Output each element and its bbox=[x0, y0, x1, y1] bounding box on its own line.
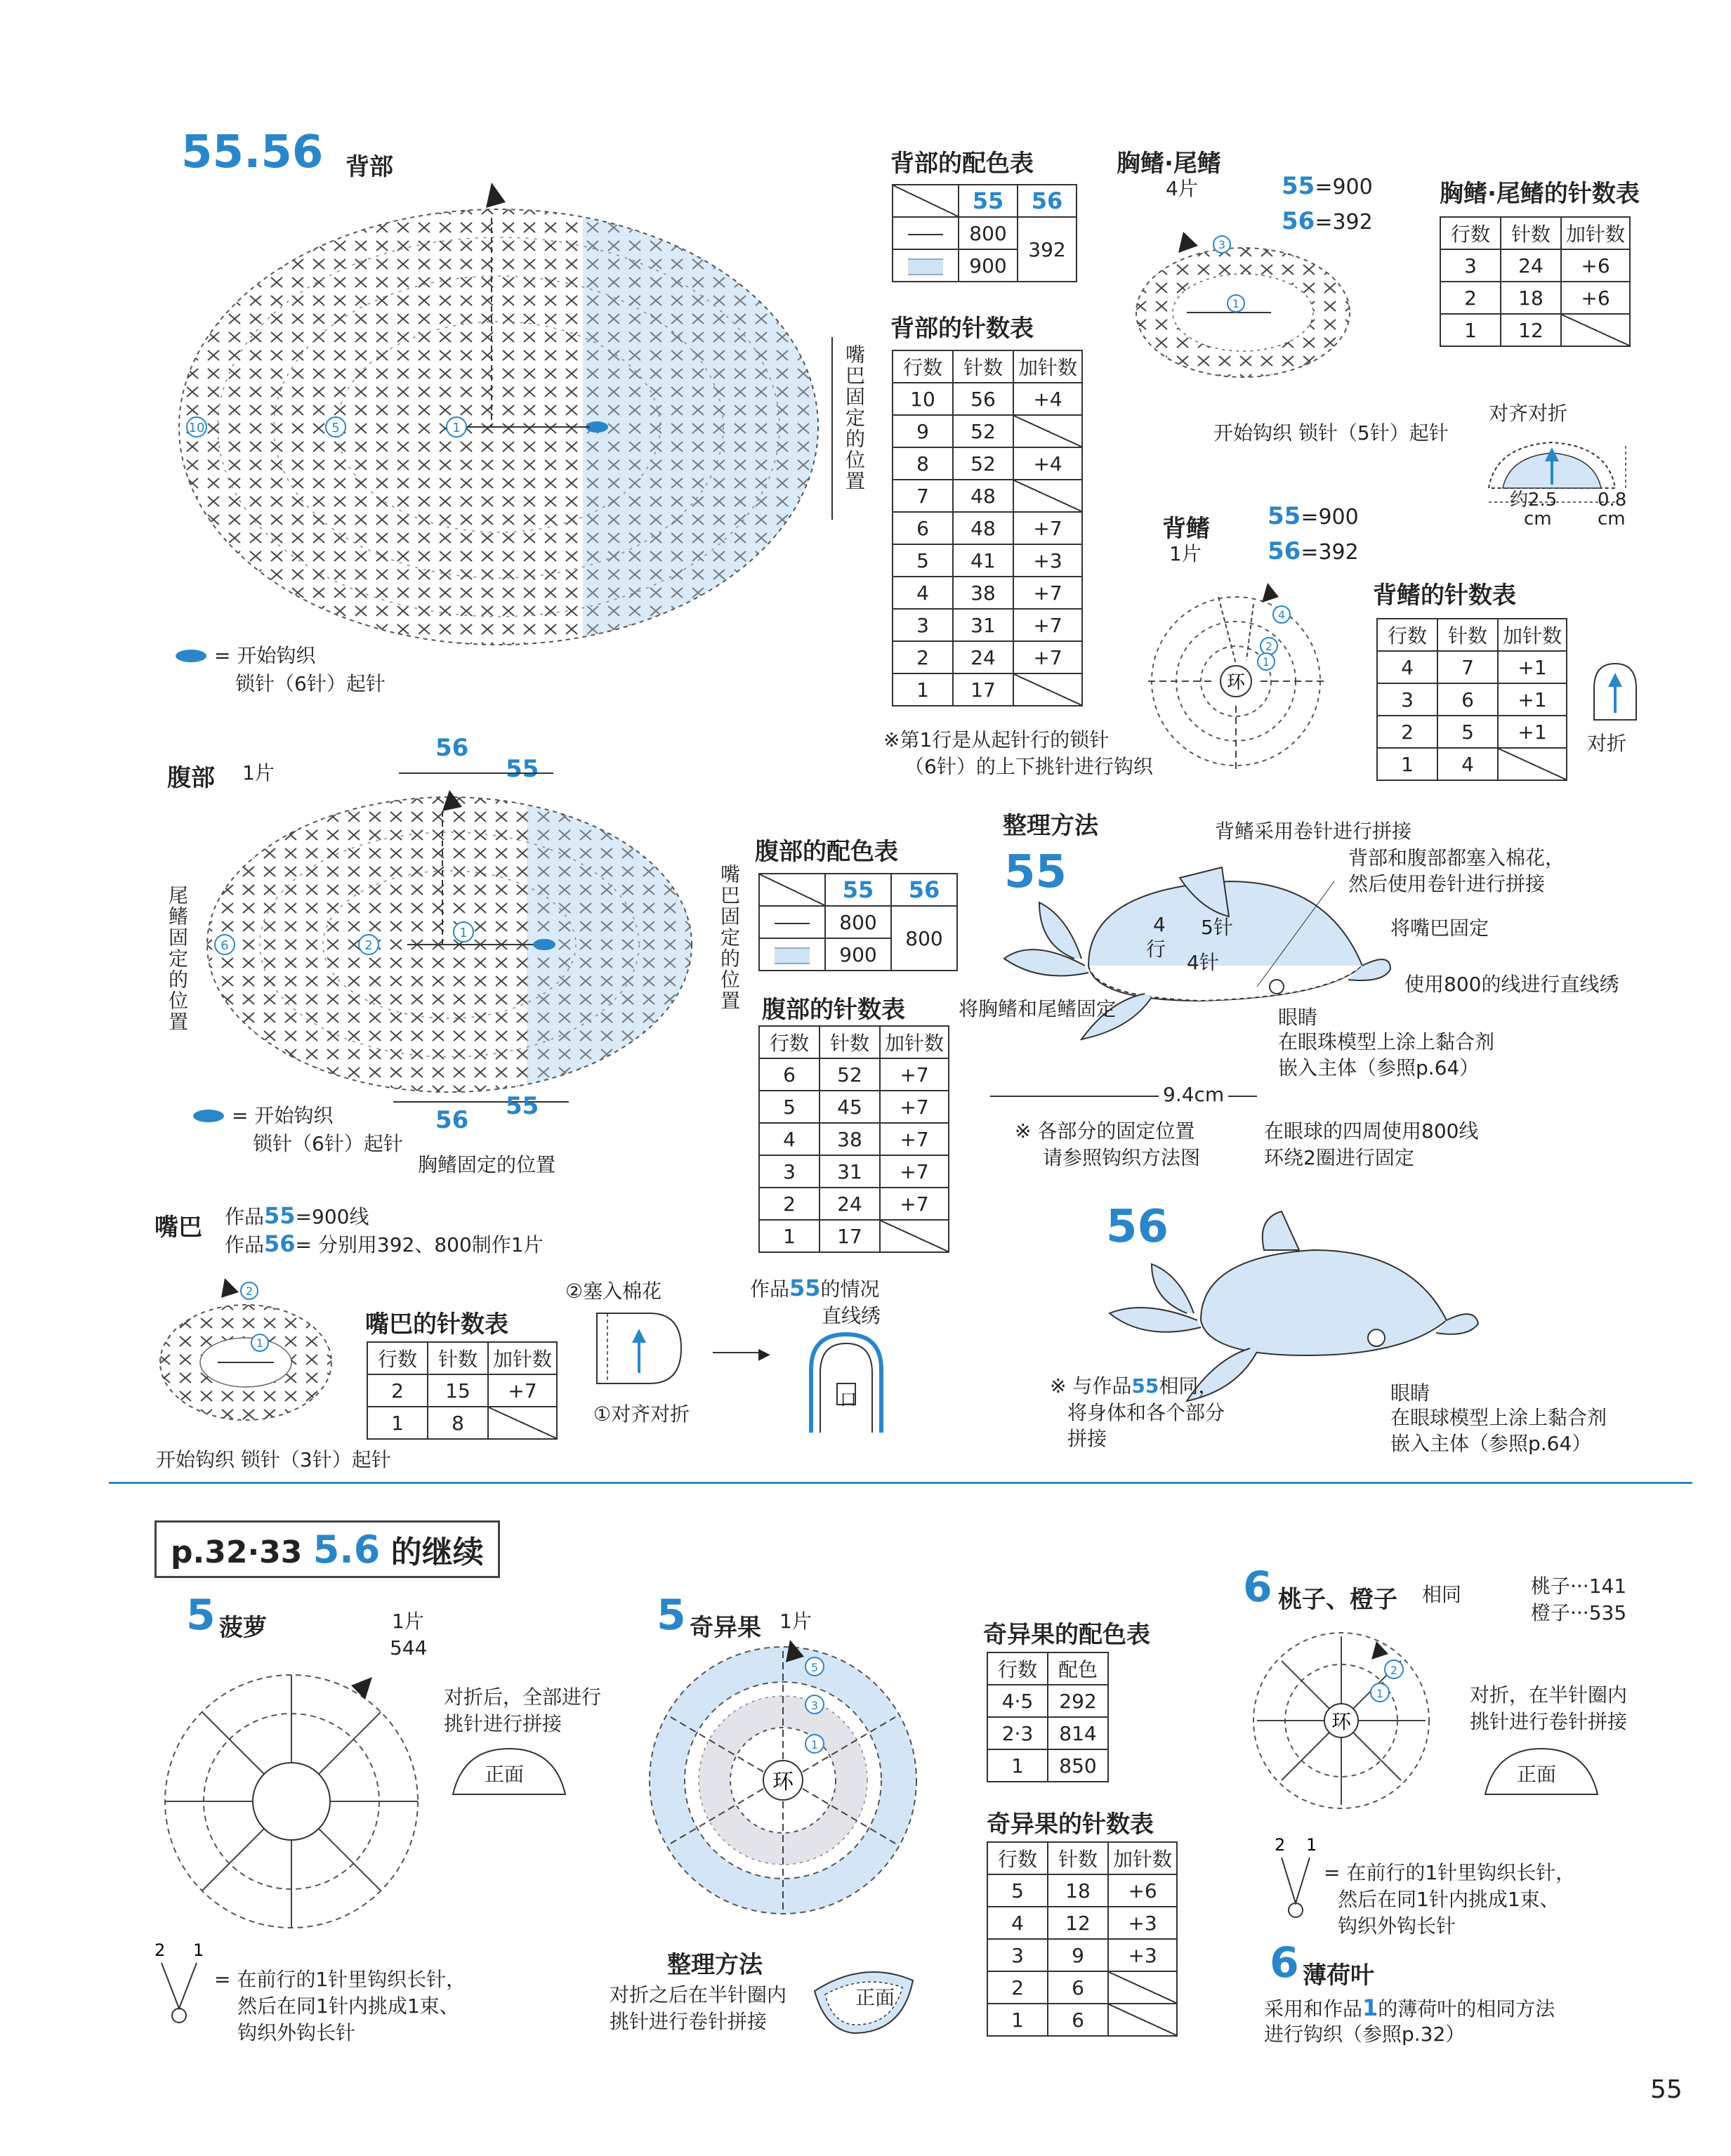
svg-text:1: 1 bbox=[1376, 1687, 1384, 1700]
table-row: 2 15 +7 bbox=[367, 1374, 557, 1407]
mouth-case: 作品55的情况 bbox=[750, 1275, 880, 1301]
mouth-stuff: ②塞入棉花 bbox=[565, 1280, 662, 1303]
assembly-note-stuff: 背部和腹部都塞入棉花， bbox=[1348, 846, 1565, 869]
assembly-56-note: ※ 与作品55相同， bbox=[1050, 1374, 1218, 1398]
table-row: 4·5 292 bbox=[987, 1685, 1108, 1717]
start-marker-icon bbox=[176, 650, 206, 662]
bracket bbox=[399, 773, 553, 774]
table-row: 3 31 +7 bbox=[759, 1155, 949, 1188]
assembly-note-dorsal: 背鳍采用卷针进行拼接 bbox=[1215, 820, 1412, 843]
pectoral-fold: 对齐对折 bbox=[1489, 402, 1568, 425]
belly-color-table: 55 56 800 800 900 bbox=[758, 873, 958, 971]
table-row: 1 850 bbox=[987, 1749, 1108, 1782]
svg-text:2: 2 bbox=[364, 938, 373, 953]
svg-text:5: 5 bbox=[810, 1661, 819, 1674]
dorsal-color-56: 56 bbox=[1268, 537, 1301, 565]
kiwi-assembly-1: 对折之后在半针圈内 bbox=[610, 1983, 787, 2006]
back-heading: 背部 bbox=[345, 153, 393, 181]
kiwi-assembly: 整理方法 bbox=[667, 1951, 763, 1979]
mouth-line-2: 作品56= 分别用392、800制作1片 bbox=[225, 1230, 544, 1257]
mint-name: 薄荷叶 bbox=[1303, 1961, 1374, 1990]
peach-legend: = 在前行的1针里钩织长针， bbox=[1324, 1861, 1576, 1884]
pectoral-count-table: 行数 针数 加针数 3 24 +6 2 18 +6 1 12 bbox=[1440, 216, 1631, 347]
mouth-finished-icon bbox=[808, 1331, 885, 1436]
table-row: 6 48 +7 bbox=[893, 512, 1082, 544]
svg-text:5: 5 bbox=[331, 421, 340, 435]
assembly-note-pos-2: 请参照钩织方法图 bbox=[1043, 1146, 1201, 1169]
belly-fix-pectoral: 胸鳍固定的位置 bbox=[418, 1153, 556, 1176]
peach-color-2: 橙子···535 bbox=[1531, 1601, 1627, 1624]
assembly-note-mouth: 将嘴巴固定 bbox=[1390, 916, 1489, 940]
svg-text:2: 2 bbox=[1265, 640, 1273, 653]
table-row: 3 9 +3 bbox=[987, 1939, 1177, 1971]
svg-text:1: 1 bbox=[459, 926, 468, 940]
svg-text:1: 1 bbox=[1306, 1835, 1317, 1855]
assembly-55: 55 bbox=[1004, 846, 1067, 898]
assembly-note-eye-fix-2: 环绕2圈进行固定 bbox=[1264, 1146, 1414, 1169]
pectoral-color-56: 56 bbox=[1282, 207, 1315, 235]
table-row: 4 38 +7 bbox=[759, 1123, 949, 1155]
dorsal-ring-label: 环 bbox=[1226, 672, 1246, 693]
belly-count: 1片 bbox=[242, 761, 275, 784]
belly-legend: = 开始钩织 bbox=[232, 1104, 334, 1127]
svg-text:1: 1 bbox=[256, 1336, 264, 1350]
fin-dim1: 约2.5 bbox=[1510, 489, 1558, 511]
table-row: 1 12 bbox=[1440, 314, 1630, 346]
mouth-char: 口 bbox=[840, 1390, 857, 1409]
belly-fix-mouth: 嘴巴固定的位置 bbox=[718, 864, 741, 1011]
back-count-table: 行数 针数 加针数 10 56 +4 9 52 8 52 +4 7 48 6 48 +7 5 41 +3 4 38 +7 3 31 +7 2 24 +7 1 17 bbox=[892, 350, 1083, 706]
svg-text:3: 3 bbox=[1218, 238, 1226, 251]
table-row: 2 5 +1 bbox=[1377, 716, 1567, 748]
divider bbox=[109, 1482, 1692, 1484]
pectoral-count: 4片 bbox=[1166, 177, 1198, 200]
pineapple-legend-3: 钩织外钩长针 bbox=[237, 2021, 356, 2044]
peach-name: 桃子、橙子 bbox=[1278, 1586, 1397, 1614]
peach-fold-2: 挑针进行卷针拼接 bbox=[1470, 1710, 1628, 1733]
back-color-table: 55 56 800 392 900 bbox=[892, 184, 1077, 282]
kiwi-count: 1片 bbox=[779, 1610, 812, 1633]
assembly-st4: 4针 bbox=[1187, 951, 1219, 974]
dorsal-count-title: 背鳍的针数表 bbox=[1373, 581, 1516, 610]
bracket bbox=[393, 1101, 569, 1103]
dorsal-count-table: 行数 针数 加针数 4 7 +1 3 6 +1 2 5 +1 1 4 bbox=[1376, 618, 1567, 781]
peach-legend-2: 然后在同1针内挑成1束、 bbox=[1338, 1888, 1560, 1911]
pectoral-color-55-value: =900 bbox=[1315, 175, 1373, 199]
mouth-count-table: 行数 针数 加针数 2 15 +7 1 8 bbox=[367, 1341, 558, 1440]
table-row: 2 24 +7 bbox=[893, 641, 1082, 673]
page-number: 55 bbox=[1650, 2075, 1683, 2104]
dorsal-fold: 对折 bbox=[1587, 732, 1627, 755]
arrow-icon bbox=[713, 1352, 762, 1353]
pectoral-start: 开始钩织 锁针（5针）起针 bbox=[1213, 421, 1449, 445]
svg-text:1: 1 bbox=[810, 1738, 819, 1751]
belly-fix-tail: 尾鳍固定的位置 bbox=[166, 885, 189, 1032]
svg-text:10: 10 bbox=[188, 421, 205, 435]
pineapple-color: 544 bbox=[390, 1636, 428, 1659]
assembly-note-embroider: 使用800的线进行直线绣 bbox=[1404, 973, 1619, 996]
peach-legend-3: 钩织外钩长针 bbox=[1338, 1914, 1456, 1938]
belly-chart bbox=[197, 790, 702, 1099]
svg-text:6: 6 bbox=[221, 938, 229, 953]
table-row: 6 52 +7 bbox=[759, 1058, 949, 1091]
mouth-chart bbox=[154, 1278, 337, 1433]
pineapple-legend: = 在前行的1针里钩织长针， bbox=[214, 1968, 466, 1991]
start-marker-icon bbox=[193, 1110, 224, 1122]
kiwi-assembly-2: 挑针进行卷针拼接 bbox=[610, 2010, 768, 2033]
table-row: 3 31 +7 bbox=[893, 609, 1082, 641]
section-number: 55.56 bbox=[181, 126, 324, 178]
assembly-note-eye-2: 在眼珠模型上涂上黏合剂 bbox=[1278, 1030, 1495, 1053]
table-row: 2 24 +7 bbox=[759, 1188, 949, 1220]
table-row: 3 24 +6 bbox=[1440, 249, 1630, 282]
assembly-56-eye-2: 在眼球模型上涂上黏合剂 bbox=[1390, 1406, 1607, 1429]
back-note: ※第1行是从起针行的锁针 bbox=[883, 728, 1110, 751]
mouth-count-title: 嘴巴的针数表 bbox=[365, 1310, 508, 1339]
table-row: 1 8 bbox=[367, 1407, 557, 1439]
mouth-start: 开始钩织 锁针（3针）起针 bbox=[156, 1448, 391, 1471]
pectoral-color-56-value: =392 bbox=[1315, 210, 1373, 235]
table-row: 8 52 +4 bbox=[893, 447, 1082, 480]
assembly-note-fins: 将胸鳍和尾鳍固定 bbox=[959, 997, 1117, 1020]
assembly-56: 56 bbox=[1106, 1201, 1169, 1253]
table-row: 1 17 bbox=[893, 673, 1082, 706]
pineapple-count: 1片 bbox=[392, 1610, 424, 1633]
assembly-note-stuff-2: 然后使用卷针进行拼接 bbox=[1348, 872, 1546, 895]
table-row: 7 48 bbox=[893, 480, 1082, 512]
assembly-56-eye: 眼睛 bbox=[1390, 1381, 1430, 1405]
belly-count-table: 行数 针数 加针数 6 52 +7 5 45 +7 4 38 +7 3 31 +7 2 24 +7 1 17 bbox=[758, 1025, 949, 1253]
table-row: 5 41 +3 bbox=[893, 544, 1082, 577]
table-row: 1 4 bbox=[1377, 748, 1567, 780]
assembly-note-eye-3: 嵌入主体（参照p.64） bbox=[1278, 1056, 1480, 1079]
fin-dim2: 0.8 bbox=[1598, 489, 1627, 511]
svg-text:1: 1 bbox=[193, 1940, 204, 1960]
kiwi-count-title: 奇异果的针数表 bbox=[987, 1810, 1154, 1839]
belly-color-title: 腹部的配色表 bbox=[755, 838, 898, 866]
table-row: 5 45 +7 bbox=[759, 1091, 949, 1123]
belly-label-56-top: 56 bbox=[435, 734, 469, 762]
pectoral-count-title: 胸鳍·尾鳍的针数表 bbox=[1440, 180, 1640, 208]
assembly-st5: 5针 bbox=[1201, 916, 1233, 939]
assembly-rows: 4 bbox=[1153, 913, 1166, 936]
dorsal-heading: 背鳍 bbox=[1162, 515, 1210, 543]
kiwi-name: 奇异果 bbox=[690, 1614, 761, 1642]
svg-text:2: 2 bbox=[1390, 1664, 1398, 1677]
svg-text:2: 2 bbox=[1275, 1835, 1286, 1855]
dorsal-count: 1片 bbox=[1169, 542, 1202, 565]
dorsal-fold-icon bbox=[1591, 660, 1640, 723]
back-color-title: 背部的配色表 bbox=[890, 150, 1034, 178]
arrow-head-icon: ▶ bbox=[758, 1346, 770, 1363]
svg-text:4: 4 bbox=[1277, 608, 1286, 622]
table-row: 1 17 bbox=[759, 1220, 949, 1252]
kiwi-chart bbox=[643, 1640, 923, 1921]
table-row: 3 6 +1 bbox=[1377, 683, 1567, 716]
pineapple-fold-2: 挑针进行拼接 bbox=[444, 1712, 562, 1735]
assembly-note-eye: 眼睛 bbox=[1278, 1006, 1318, 1029]
kiwi-ring-label: 环 bbox=[772, 1770, 794, 1794]
back-count-title: 背部的针数表 bbox=[890, 315, 1034, 343]
assembly-56-note-3: 拼接 bbox=[1067, 1427, 1107, 1450]
dorsal-color-55: 55 bbox=[1268, 502, 1301, 530]
mint-text-2: 进行钩织（参照p.32） bbox=[1264, 2023, 1466, 2046]
belly-label-55-bottom: 55 bbox=[506, 1092, 539, 1120]
svg-text:1: 1 bbox=[452, 421, 461, 435]
mouth-stitch: 直线绣 bbox=[822, 1304, 881, 1327]
assembly-rows-unit: 行 bbox=[1146, 938, 1166, 961]
assembly-56-eye-3: 嵌入主体（参照p.64） bbox=[1390, 1432, 1592, 1455]
back-chart bbox=[162, 183, 836, 646]
mouth-line-1: 作品55=900线 bbox=[225, 1202, 369, 1229]
back-note-2: （6针）的上下挑针进行钩织 bbox=[904, 755, 1153, 778]
mint-num: 6 bbox=[1270, 1938, 1299, 1987]
belly-count-title: 腹部的针数表 bbox=[762, 996, 905, 1024]
pineapple-legend-2: 然后在同1针内挑成1束、 bbox=[237, 1994, 459, 2018]
dorsal-color-56-value: =392 bbox=[1301, 540, 1359, 565]
kiwi-count-table: 行数 针数 加针数 5 18 +6 4 12 +3 3 9 +3 2 6 1 6 bbox=[987, 1841, 1178, 2037]
fin-dim2-unit: cm bbox=[1598, 508, 1626, 530]
kiwi-face: 正面 bbox=[855, 1986, 895, 2009]
dorsal-color-55-value: =900 bbox=[1301, 505, 1359, 530]
table-row: 2 18 +6 bbox=[1440, 282, 1630, 314]
treble-symbol-icon bbox=[151, 1938, 207, 2030]
peach-fold: 对折，在半针圈内 bbox=[1470, 1683, 1628, 1707]
peach-num: 6 bbox=[1243, 1563, 1272, 1612]
table-row: 5 18 +6 bbox=[987, 1874, 1177, 1907]
svg-text:2: 2 bbox=[245, 1284, 254, 1298]
pineapple-chart bbox=[154, 1664, 428, 1938]
assembly-length: 9.4cm bbox=[1159, 1082, 1228, 1108]
peach-treble-symbol-icon bbox=[1271, 1833, 1327, 1924]
assembly-note-pos: ※ 各部分的固定位置 bbox=[1015, 1119, 1195, 1143]
belly-legend-2: 锁针（6针）起针 bbox=[253, 1132, 403, 1155]
fin-dim1-unit: cm bbox=[1524, 508, 1552, 530]
table-row: 1 6 bbox=[987, 2004, 1177, 2036]
pectoral-color-55: 55 bbox=[1282, 172, 1315, 200]
peach-ring-label: 环 bbox=[1331, 1710, 1352, 1733]
svg-text:2: 2 bbox=[154, 1940, 166, 1960]
mint-text: 采用和作品1的薄荷叶的相同方法 bbox=[1264, 1994, 1555, 2021]
assembly-heading: 整理方法 bbox=[1003, 812, 1098, 840]
belly-label-56-bottom: 56 bbox=[435, 1106, 469, 1134]
table-row: 10 56 +4 bbox=[893, 383, 1082, 415]
svg-text:1: 1 bbox=[1232, 297, 1240, 310]
table-row: 4 7 +1 bbox=[1377, 651, 1567, 683]
back-fix-mouth-label: 嘴巴固定的位置 bbox=[843, 344, 866, 492]
pineapple-face: 正面 bbox=[485, 1763, 525, 1786]
belly-label-55-top: 55 bbox=[506, 755, 539, 783]
bracket bbox=[831, 337, 833, 520]
pineapple-num: 5 bbox=[186, 1591, 216, 1640]
table-row: 9 52 bbox=[893, 415, 1082, 447]
assembly-56-note-2: 将身体和各个部分 bbox=[1067, 1401, 1225, 1424]
kiwi-color-title: 奇异果的配色表 bbox=[983, 1621, 1150, 1649]
table-row: 4 38 +7 bbox=[893, 577, 1082, 609]
mouth-fold-diagram bbox=[593, 1306, 685, 1398]
assembly-note-eye-fix: 在眼球的四周使用800线 bbox=[1264, 1119, 1479, 1143]
pectoral-heading: 胸鳍·尾鳍 bbox=[1117, 150, 1221, 178]
peach-same: 相同 bbox=[1422, 1583, 1462, 1606]
table-row: 4 12 +3 bbox=[987, 1907, 1177, 1939]
svg-text:1: 1 bbox=[1262, 655, 1270, 669]
continuation-box: p.32·33 5.6 的继续 bbox=[154, 1520, 500, 1578]
peach-face: 正面 bbox=[1517, 1763, 1557, 1786]
kiwi-color-table: 行数 配色 4·5 292 2·3 814 1 850 bbox=[987, 1652, 1109, 1782]
mouth-heading: 嘴巴 bbox=[154, 1214, 202, 1242]
pectoral-chart bbox=[1131, 225, 1355, 386]
mouth-fold: ①对齐对折 bbox=[593, 1402, 690, 1426]
back-legend: = 开始钩织 bbox=[214, 644, 316, 667]
kiwi-num: 5 bbox=[657, 1591, 686, 1640]
dorsal-chart bbox=[1141, 583, 1331, 773]
peach-color-1: 桃子···141 bbox=[1531, 1575, 1627, 1598]
belly-heading: 腹部 bbox=[167, 764, 215, 792]
table-row: 2 6 bbox=[987, 1971, 1177, 2004]
back-legend-2: 锁针（6针）起针 bbox=[235, 672, 386, 695]
peach-chart bbox=[1246, 1626, 1436, 1815]
pineapple-name: 菠萝 bbox=[219, 1614, 267, 1642]
svg-text:3: 3 bbox=[810, 1699, 819, 1712]
table-row: 2·3 814 bbox=[987, 1717, 1108, 1749]
pineapple-fold: 对折后，全部进行 bbox=[444, 1685, 602, 1709]
